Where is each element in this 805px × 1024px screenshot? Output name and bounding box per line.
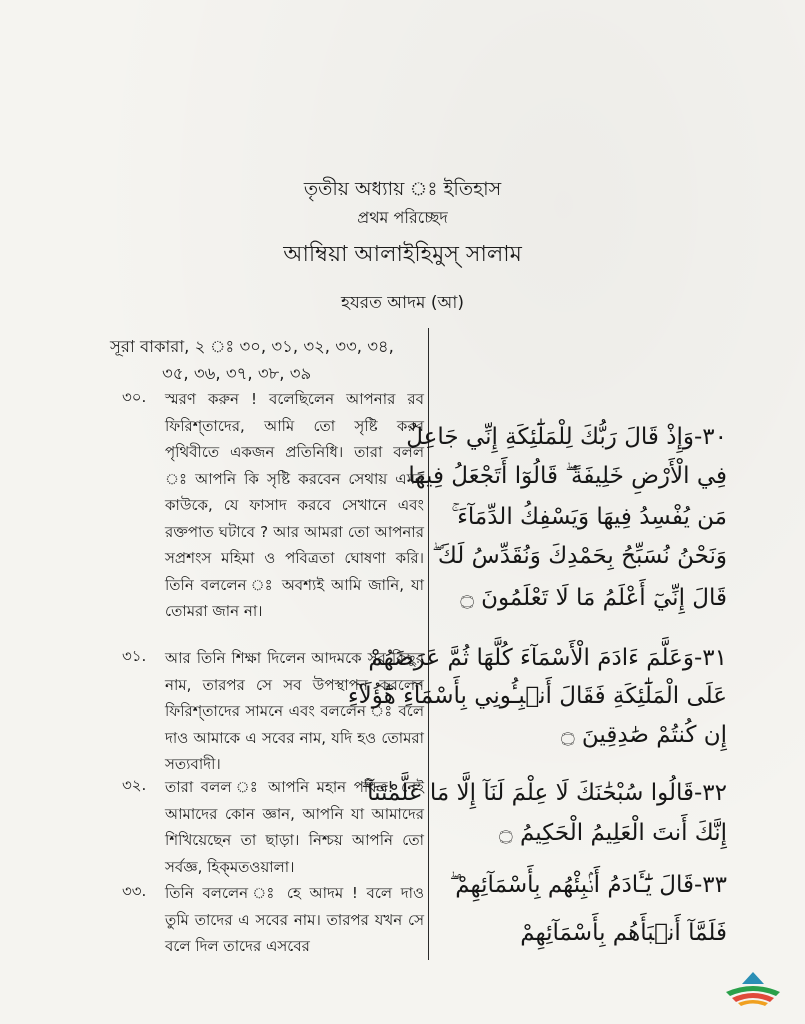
arabic-line: وَنَحْنُ نُسَبِّحُ بِحَمْدِكَ وَنُقَدِّسُ لَكَ ۖ [432,543,727,569]
surah-reference-line-1: সূরা বাকারা, ২ ঃ ৩০, ৩১, ৩২, ৩৩, ৩৪, [110,337,394,356]
page-title: আম্বিয়া আলাইহিমুস্ সালাম [283,242,522,267]
verse-number: ৩১. [122,647,147,665]
arabic-line: فَلَمَّآ أَنۢبَأَهُم بِأَسْمَآئِهِمْ [520,920,727,946]
verse-text: তিনি বললেন ঃ হে আদম ! বলে দাও তুমি তাদের এ সবের নাম। তারপর যখন সে বলে দিল তাদের এসবের [165,884,424,955]
arabic-line: قَالَ إِنِّيٓ أَعْلَمُ مَا لَا تَعْلَمُونَ ۝ [460,585,727,611]
arabic-line: مَن يُفْسِدُ فِيهَا وَيَسْفِكُ الدِّمَآءَ ۚ [451,504,727,530]
verse-text: স্মরণ করুন ! বলেছিলেন আপনার রব ফিরিশ্‌তাদের, আমি তো সৃষ্টি করব পৃথিবীতে একজন প্রতিনিধি। তারা বলল ঃ আপনি কি সৃষ্টি করবেন সেথায় এমন কাউকে, যে ফাসাদ করবে সেখানে এবং রক্তপাত ঘটাবে ? আর আমরা তো আপনার সপ্রশংস মহিমা ও পবিত্রতা ঘোষণা করি। তিনি বললেন ঃ অবশ্যই আমি জানি, যা তোমরা জান না। [165,390,424,620]
publisher-logo-icon [720,970,786,1010]
arabic-line: ٣٠-وَإِذْ قَالَ رَبُّكَ لِلْمَلَٰٓئِكَةِ إِنِّي جَاعِلٌ [406,424,727,450]
column-divider [428,328,429,960]
verse-number: ৩০. [122,388,147,406]
arabic-line: ٣١-وَعَلَّمَ ءَادَمَ الْأَسْمَآءَ كُلَّهَا ثُمَّ عَرَضَهُمْ [368,645,727,671]
arabic-line: ٣٢-قَالُوا سُبْحَٰنَكَ لَا عِلْمَ لَنَآ إِلَّا مَا عَلَّمْتَنَآ ۖ [361,780,727,806]
subject-heading: হযরত আদম (আ) [341,293,464,313]
arabic-line: ٣٣-قَالَ يَٰٓـَٔادَمُ أَنۢبِئْهُم بِأَسْمَآئِهِمْ ۖ [449,872,727,898]
arabic-line: فِي الْأَرْضِ خَلِيفَةً ۖ قَالُوٓا أَتَجْعَلُ فِيهَا [408,463,727,489]
surah-reference-line-2: ৩৫, ৩৬, ৩৭, ৩৮, ৩৯ [162,364,312,383]
chapter-heading: তৃতীয় অধ্যায় ঃ ইতিহাস [303,178,502,200]
arabic-line: إِن كُنتُمْ صَٰدِقِينَ ۝ [561,722,727,748]
section-heading: প্রথম পরিচ্ছেদ [357,208,448,227]
arabic-line: إِنَّكَ أَنتَ الْعَلِيمُ الْحَكِيمُ ۝ [499,820,727,846]
arabic-line: عَلَى الْمَلَٰٓئِكَةِ فَقَالَ أَنۢبِـُٔونِي بِأَسْمَآءِ هَٰٓؤُلَآءِ [347,683,727,709]
verse-number: ৩২. [122,776,147,794]
verse-number: ৩৩. [122,882,147,900]
verse-text: তারা বলল ঃ আপনি মহান পবিত্র! নেই আমাদের কোন জ্ঞান, আপনি যা আমাদের শিখিয়েছেন তা ছাড়া। নিশ্চয় আপনি তো সর্বজ্ঞ, হিক্‌মতওয়ালা। [165,778,424,876]
verse-text: আর তিনি শিক্ষা দিলেন আদমকে সব কিছুর নাম, তারপর সে সব উপস্থাপন করলেন ফিরিশ্‌তাদের সামনে এবং বললেন ঃ বলে দাও আমাকে এ সবের নাম, যদি হও তোমরা সত্যবাদী। [165,649,424,773]
surah-reference [110,333,422,387]
